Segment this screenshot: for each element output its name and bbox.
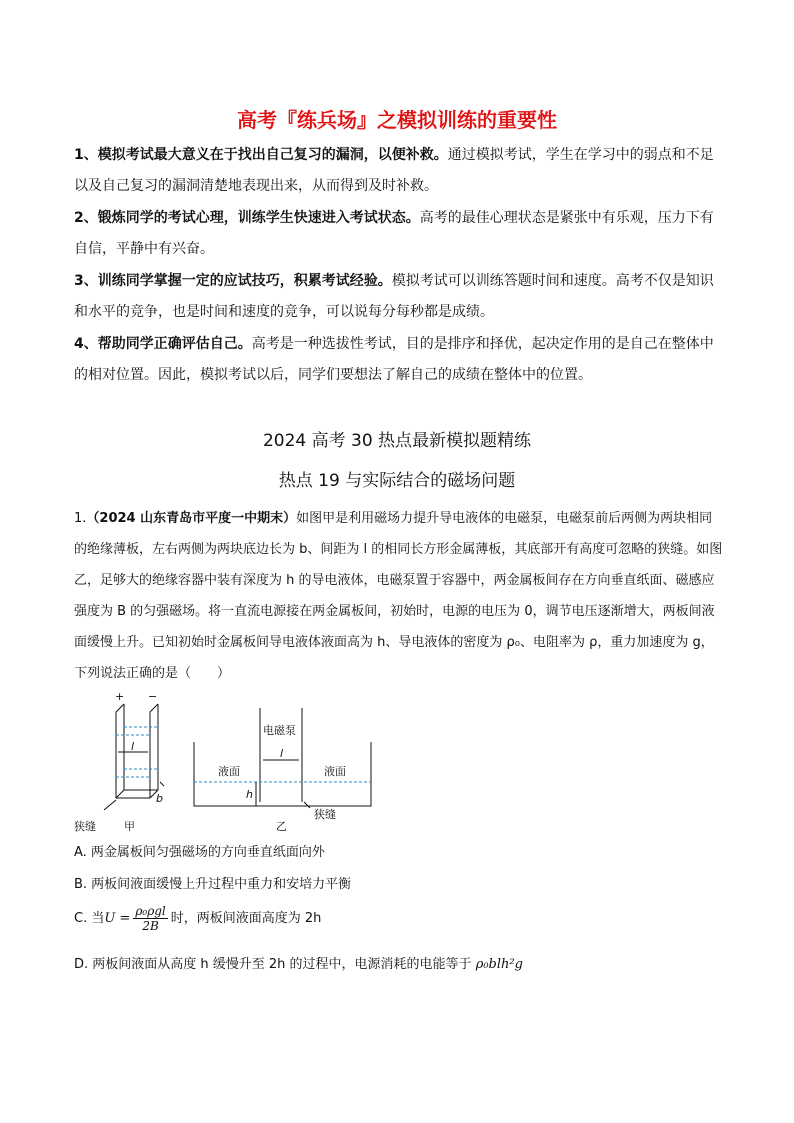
option-c bbox=[74, 904, 724, 933]
question-text: 如图甲是利用磁场力提升导电液体的电磁泵，电磁泵前后两侧为两块相同的绝缘薄板，左右两侧为两块底边长为 b、间距为 l 的相同长方形金属薄板，其底部开有高度可忽略的狭缝。如图乙，足够大的绝缘容器中装有深度为 h 的导电液体，电磁泵置于容器中，两金属板间存在方向垂直纸面、磁感应强度为 B 的匀强磁场。将一直流电源接在两金属板间，初始时，电源的电压为 0，调节电压逐渐增大，两板间液面缓慢上升。已知初始时金属板间导电液体液面高为 h、导电液体的密度为 ρ₀、电阻率为 ρ，重力加速度为 g，下列说法正确的是（ ） bbox=[74, 511, 723, 681]
label-l-b: l bbox=[280, 747, 284, 760]
figure-b-caption: 乙 bbox=[276, 820, 287, 833]
tip-paragraph-2 bbox=[74, 203, 724, 265]
option-d bbox=[74, 955, 724, 975]
tip-paragraph-4 bbox=[74, 329, 724, 391]
section-subtitle: 热点 19 与实际结合的磁场问题 bbox=[278, 471, 516, 491]
page-title: 高考『练兵场』之模拟训练的重要性 bbox=[237, 108, 557, 132]
tip-body: 模拟考试可以训练答题时间和速度。高考不仅是知识和水平的竞争，也是时间和速度的竞争，可以说每分每秒都是成绩。 bbox=[74, 273, 714, 320]
option-c-variable: U = bbox=[104, 911, 131, 926]
option-c-fraction bbox=[133, 904, 167, 933]
electromagnetic-pump-figure bbox=[74, 690, 384, 835]
tip-paragraph-3 bbox=[74, 266, 724, 328]
tip-paragraph-1 bbox=[74, 140, 724, 202]
option-b: B. 两板间液面缓慢上升过程中重力和安培力平衡 bbox=[74, 877, 352, 892]
tip-body: 通过模拟考试，学生在学习中的弱点和不足以及自己复习的漏洞清楚地表现出来，从而得到及时补救。 bbox=[74, 147, 714, 194]
label-l-a: l bbox=[131, 740, 135, 753]
question-stem bbox=[74, 503, 724, 689]
question-number: 1. bbox=[74, 511, 87, 526]
option-d-expression: ρ₀blh²g bbox=[475, 957, 523, 972]
tip-body: 高考的最佳心理状态是紧张中有乐观，压力下有自信，平静中有兴奋。 bbox=[74, 210, 714, 257]
option-c-prefix: C. 当 bbox=[74, 911, 105, 926]
question-source: （2024 山东青岛市平度一中期末） bbox=[86, 511, 297, 526]
plus-sign: + bbox=[115, 690, 125, 703]
figure-a bbox=[104, 704, 164, 810]
fraction-numerator: ρ₀ρgl bbox=[135, 904, 166, 918]
figure-a-caption: 甲 bbox=[124, 820, 135, 833]
option-a: A. 两金属板间匀强磁场的方向垂直纸面向外 bbox=[74, 845, 325, 860]
option-d-text: D. 两板间液面从高度 h 缓慢升至 2h 的过程中，电源消耗的电能等于 bbox=[74, 957, 472, 972]
pump-label: 电磁泵 bbox=[263, 724, 296, 737]
section-title: 2024 高考 30 热点最新模拟题精练 bbox=[262, 431, 532, 451]
liquid-surface-right: 液面 bbox=[324, 765, 346, 778]
liquid-surface-left: 液面 bbox=[218, 765, 240, 778]
label-h: h bbox=[246, 788, 253, 801]
tip-lead: 2、锻炼同学的考试心理，训练学生快速进入考试状态。 bbox=[74, 210, 420, 226]
slit-label-left: 狭缝 bbox=[74, 820, 96, 833]
tip-body: 高考是一种选拔性考试，目的是排序和择优，起决定作用的是自己在整体中的相对位置。因此，模拟考试以后，同学们要想法了解自己的成绩在整体中的位置。 bbox=[74, 336, 714, 383]
slit-label-right: 狭缝 bbox=[314, 808, 336, 821]
tip-lead: 1、模拟考试最大意义在于找出自己复习的漏洞，以便补救。 bbox=[74, 147, 448, 163]
fraction-denominator: 2B bbox=[142, 919, 159, 933]
minus-sign: − bbox=[148, 690, 158, 703]
tip-lead: 3、训练同学掌握一定的应试技巧，积累考试经验。 bbox=[74, 273, 392, 289]
option-c-suffix: 时，两板间液面高度为 2h bbox=[170, 911, 322, 926]
tip-lead: 4、帮助同学正确评估自己。 bbox=[74, 336, 252, 352]
label-b: b bbox=[156, 792, 163, 805]
